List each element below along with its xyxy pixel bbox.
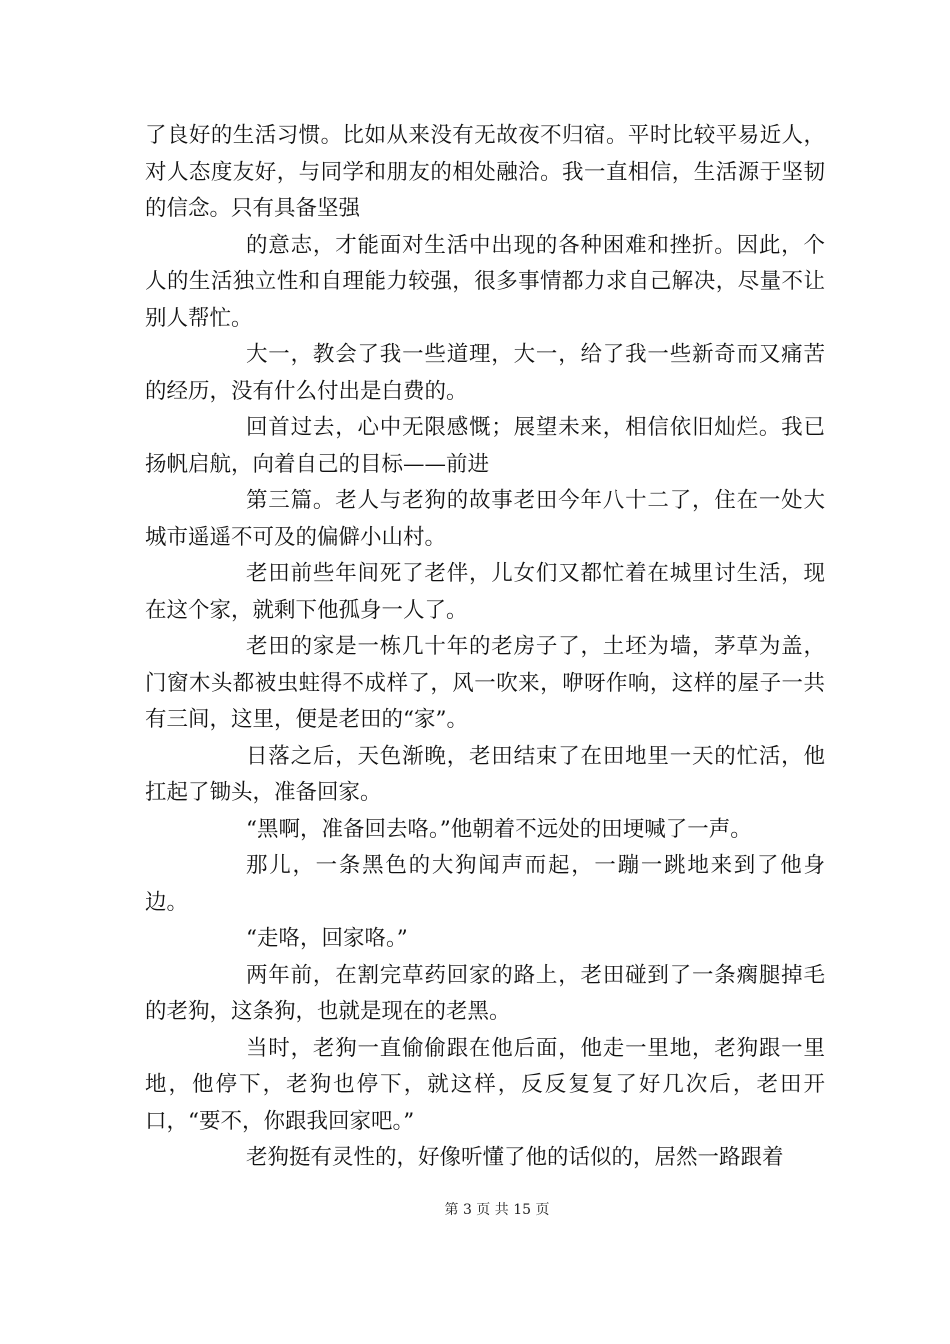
page-number-footer: 第 3 页 共 15 页 — [444, 1202, 550, 1218]
paragraph-13: 当时，老狗一直偷偷跟在他后面，他走一里地，老狗跟一里地，他停下，老狗也停下，就这样，反反复复了好几次后，老田开口，“要不，你跟我回家吧。” — [145, 1035, 825, 1134]
paragraph-5: 第三篇。老人与老狗的故事老田今年八十二了，住在一处大城市遥遥不可及的偏僻小山村。 — [145, 488, 825, 550]
document-body — [145, 118, 825, 1177]
paragraph-9: “黑啊，准备回去咯。”他朝着不远处的田埂喊了一声。 — [246, 816, 752, 842]
paragraph-3: 大一，教会了我一些道理，大一，给了我一些新奇而又痛苦的经历，没有什么付出是白费的。 — [145, 342, 825, 404]
paragraph-10: 那儿，一条黑色的大狗闻声而起，一蹦一跳地来到了他身边。 — [145, 853, 825, 915]
paragraph-6: 老田前些年间死了老伴，儿女们又都忙着在城里讨生活，现在这个家，就剩下他孤身一人了。 — [145, 561, 825, 623]
paragraph-4: 回首过去，心中无限感慨；展望未来，相信依旧灿烂。我已扬帆启航，向着自己的目标——前进 — [145, 415, 825, 477]
paragraph-11: “走咯，回家咯。” — [246, 926, 408, 951]
paragraph-7: 老田的家是一栋几十年的老房子了，土坯为墙，茅草为盖，门窗木头都被虫蛀得不成样了，风一吹来，咿呀作响，这样的屋子一共有三间，这里，便是老田的“家”。 — [145, 634, 825, 732]
paragraph-2: 的意志，才能面对生活中出现的各种困难和挫折。因此，个人的生活独立性和自理能力较强，很多事情都力求自己解决，尽量不让别人帮忙。 — [145, 232, 825, 331]
paragraph-14: 老狗挺有灵性的，好像听懂了他的话似的，居然一路跟着 — [246, 1145, 784, 1170]
paragraph-12: 两年前，在割完草药回家的路上，老田碰到了一条瘸腿掉毛的老狗，这条狗，也就是现在的老黑。 — [145, 962, 825, 1024]
paragraph-1: 了良好的生活习惯。比如从来没有无故夜不归宿。平时比较平易近人，对人态度友好，与同学和朋友的相处融洽。我一直相信，生活源于坚韧的信念。只有具备坚强 — [145, 123, 825, 221]
paragraph-8: 日落之后，天色渐晚，老田结束了在田地里一天的忙活，他扛起了锄头，准备回家。 — [145, 743, 825, 805]
